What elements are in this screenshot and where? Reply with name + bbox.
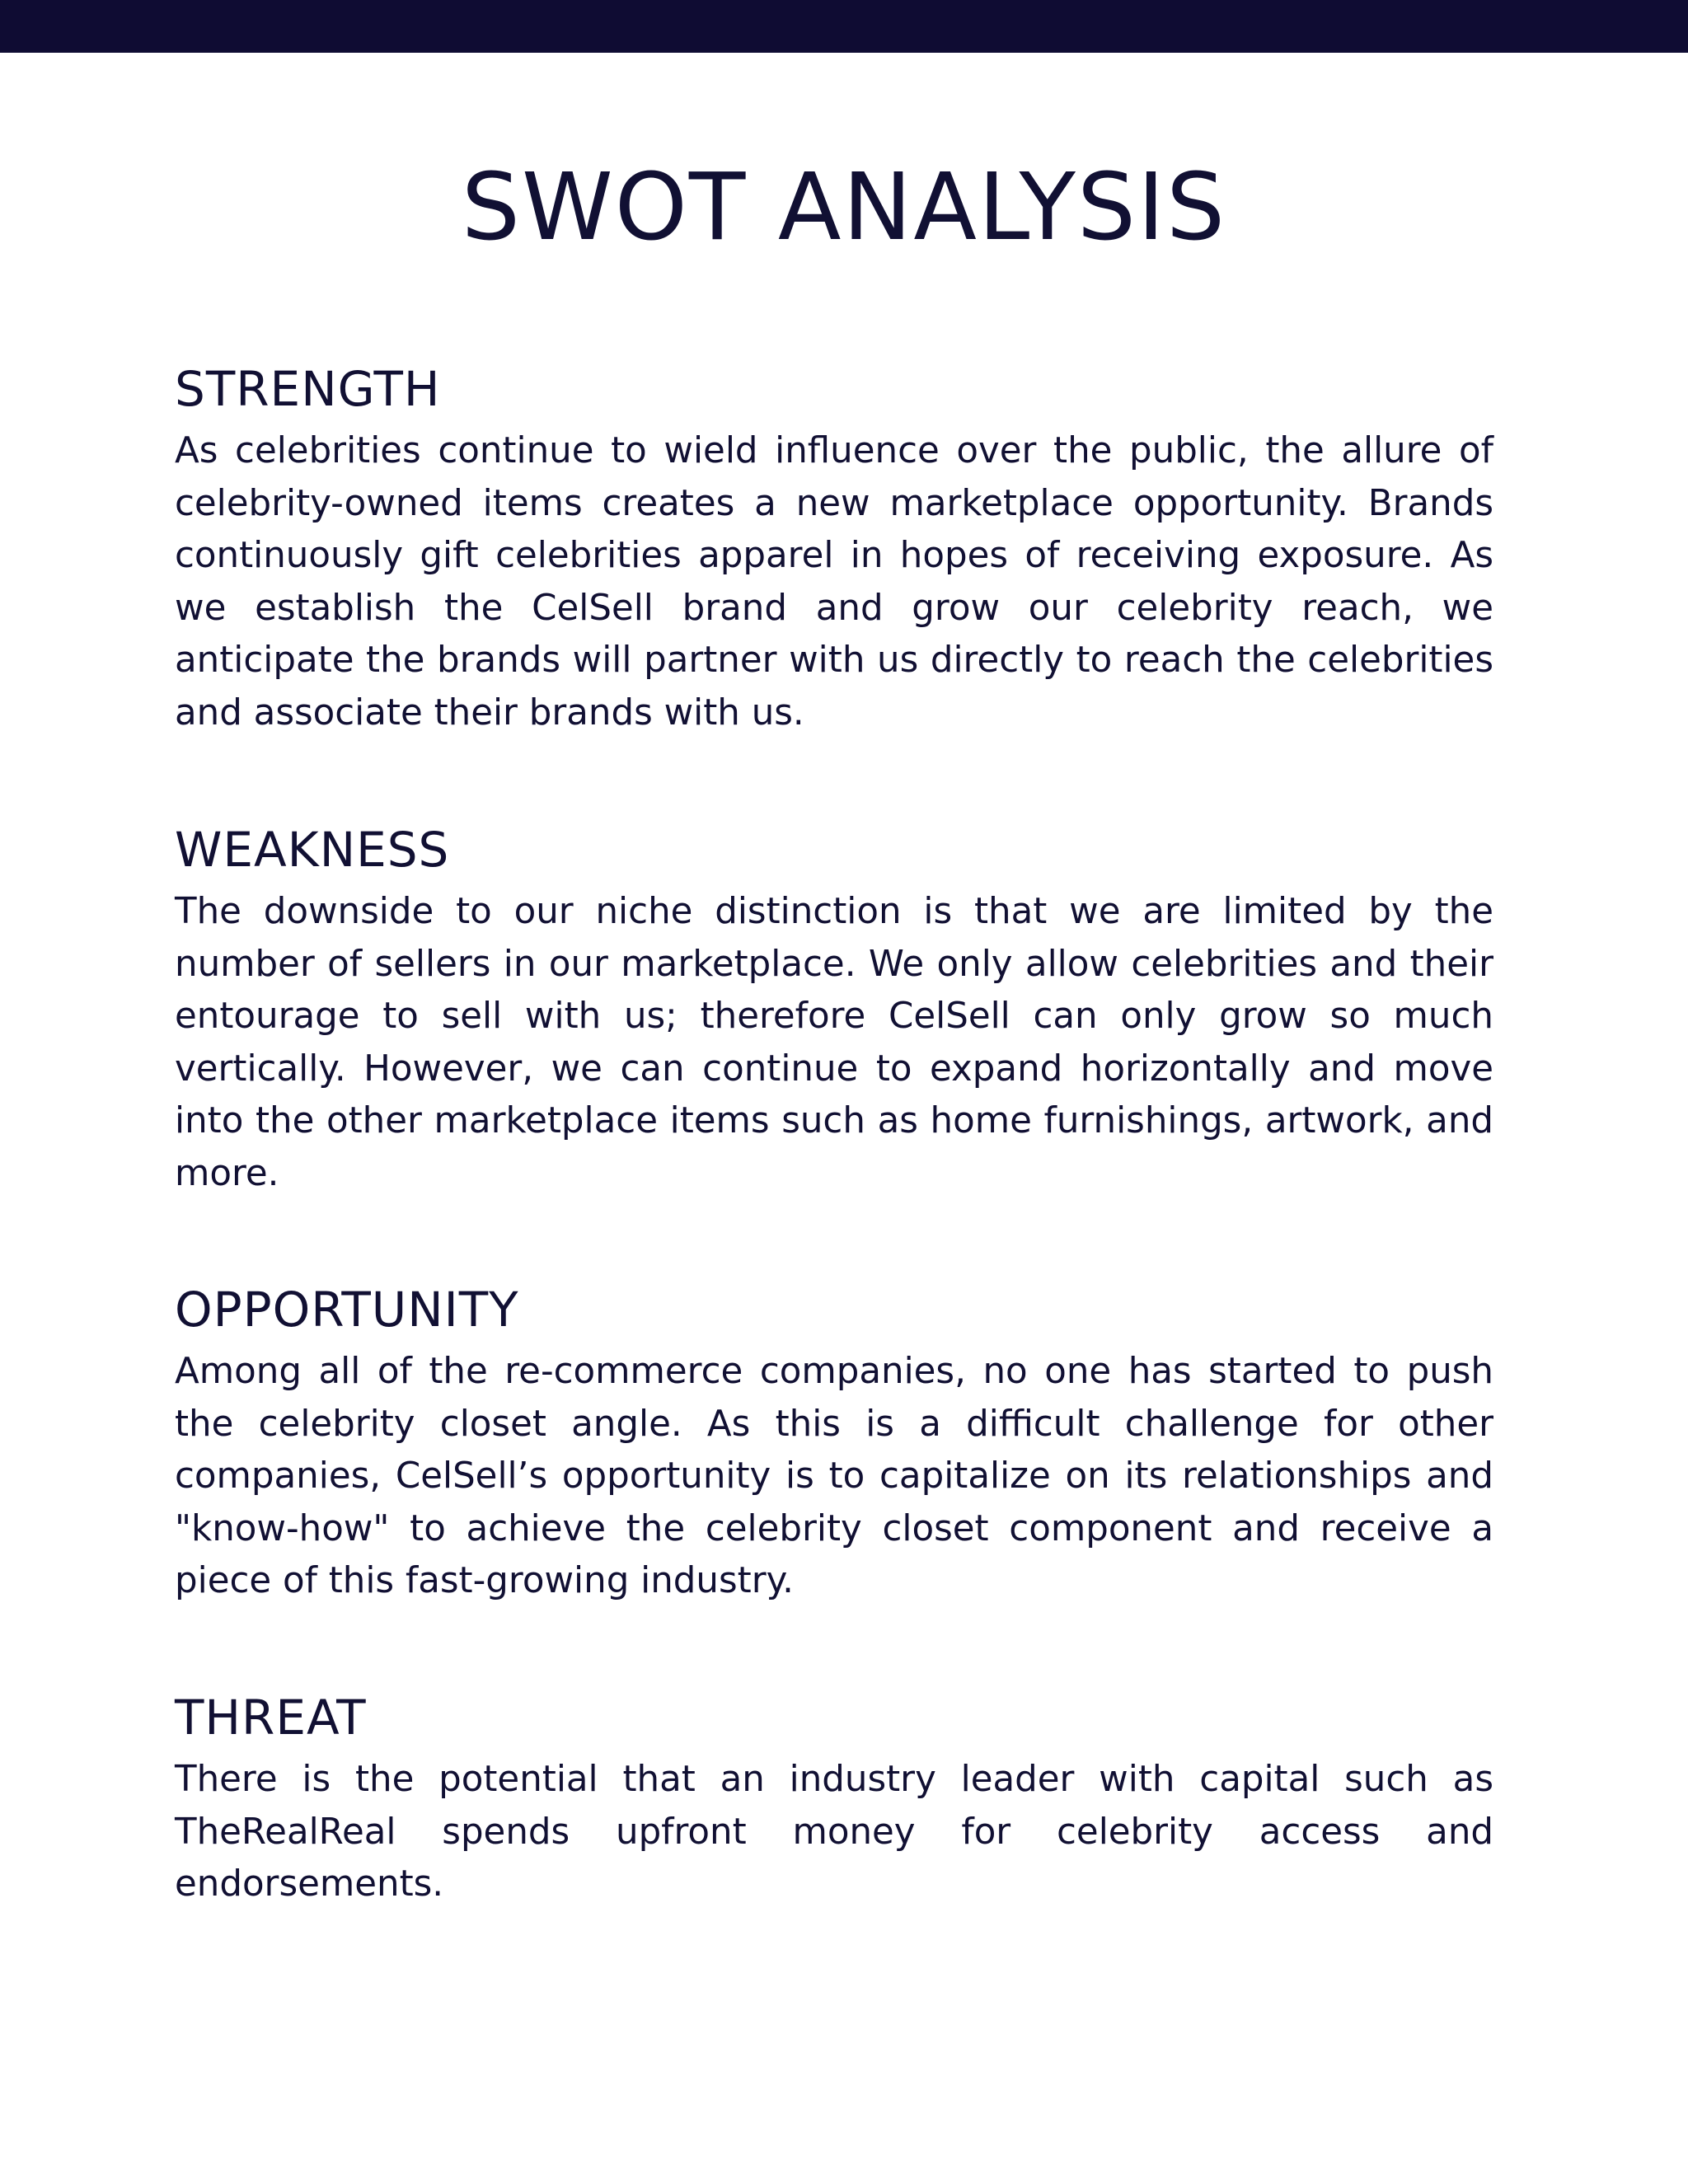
section-heading-opportunity: OPPORTUNITY (175, 1282, 519, 1338)
section-threat (175, 1691, 1493, 1911)
page-title: SWOT ANALYSIS (461, 154, 1227, 261)
header-bar (0, 0, 1688, 53)
section-heading-strength: STRENGTH (175, 361, 441, 417)
section-body-opportunity: Among all of the re-commerce companies, no one has started to push the celebrity closet angle. As this is a difficult challenge for other companies, CelSell’s opportunity is to capitalize on its relationships and "know-how" to achieve the celebrity closet component and receive a piece of this fast-growing industry. (175, 1351, 1493, 1601)
section-body-strength: As celebrities continue to wield influence over the public, the allure of celebrity-owned items creates a new marketplace opportunity. Brands continuously gift celebrities apparel in hopes of receiving exposure. As we establish the CelSell brand and grow our celebrity reach, we anticipate the brands will partner with us directly to reach the celebrities and associate their brands with us. (175, 430, 1493, 733)
section-body-weakness: The downside to our niche distinction is that we are limited by the number of sellers in our marketplace. We only allow celebrities and their entourage to sell with us; therefore CelSell can only grow so much vertically. However, we can continue to expand horizontally and move into the other marketplace items such as home furnishings, artwork, and more. (175, 891, 1493, 1194)
section-body-threat: There is the potential that an industry leader with capital such as TheRealReal spends upfront money for celebrity access and endorsements. (175, 1759, 1493, 1905)
section-heading-threat: THREAT (175, 1690, 367, 1746)
section-heading-weakness: WEAKNESS (175, 822, 450, 878)
section-weakness (175, 823, 1493, 1200)
section-strength (175, 363, 1493, 739)
section-opportunity (175, 1283, 1493, 1608)
